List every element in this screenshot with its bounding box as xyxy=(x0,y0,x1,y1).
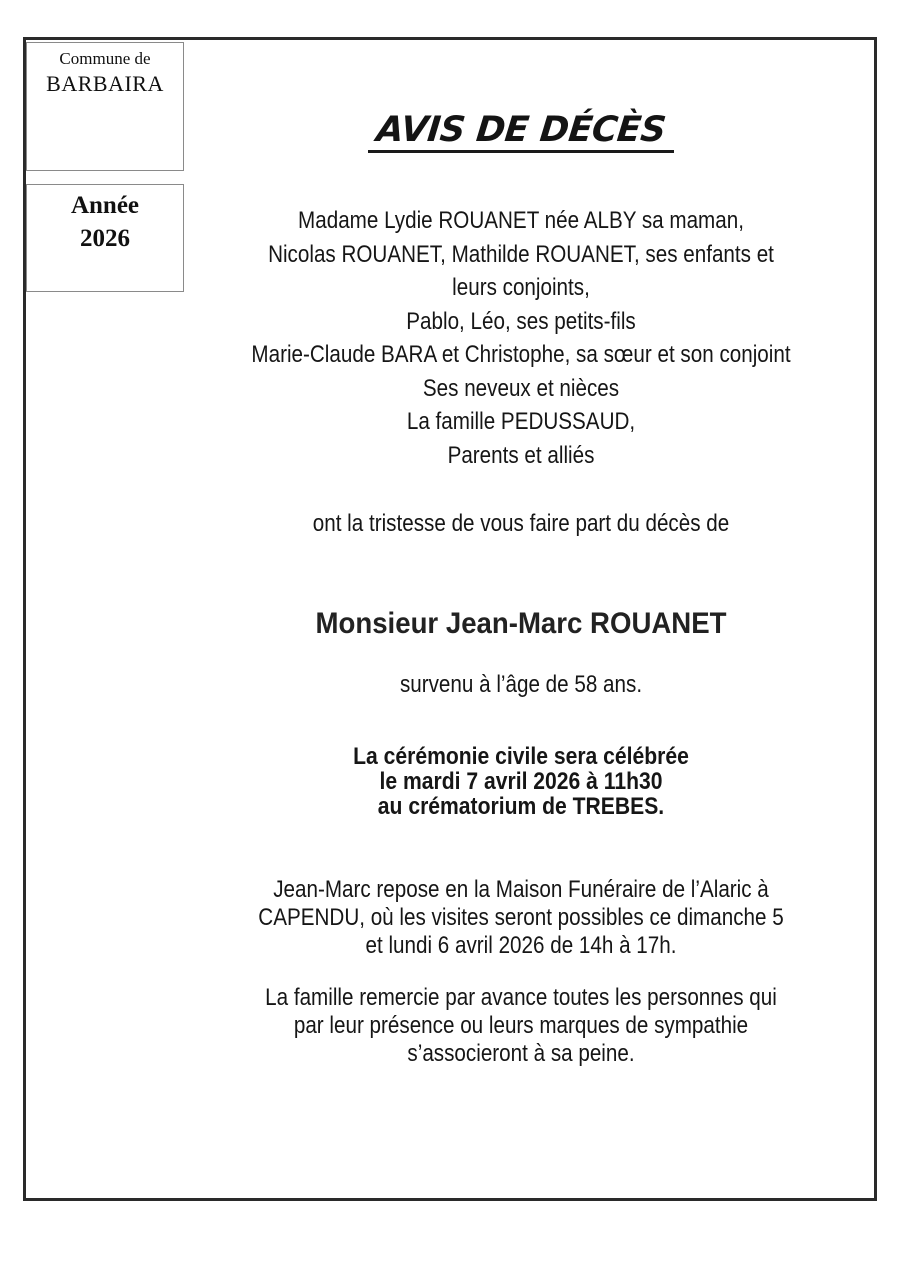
annee-label: Année xyxy=(70,192,140,219)
annee-year: 2026 xyxy=(80,225,130,252)
age-line: survenu à l’âge de 58 ans. xyxy=(399,671,643,698)
age-text xyxy=(176,668,866,702)
title-underline xyxy=(368,150,674,153)
family-list xyxy=(176,204,866,472)
repose-paragraph xyxy=(176,876,866,960)
commune-label: Commune de xyxy=(59,49,151,68)
ceremony-line: au crématorium de TREBES. xyxy=(377,793,665,820)
annee-box xyxy=(26,184,184,292)
ceremony-line: le mardi 7 avril 2026 à 11h30 xyxy=(379,768,663,795)
thanks-paragraph xyxy=(176,984,866,1068)
thanks-line: par leur présence ou leurs marques de sympathie xyxy=(293,1012,749,1039)
repose-line: et lundi 6 avril 2026 de 14h à 17h. xyxy=(365,932,677,959)
deceased-name: Monsieur Jean-Marc ROUANET xyxy=(315,607,727,640)
thanks-line: s’associeront à sa peine. xyxy=(407,1040,635,1067)
family-line: Parents et alliés xyxy=(447,441,595,469)
family-line: La famille PEDUSSAUD, xyxy=(406,408,636,435)
family-line: leurs conjoints, xyxy=(452,274,590,301)
commune-name: BARBAIRA xyxy=(46,71,164,96)
family-line: Nicolas ROUANET, Mathilde ROUANET, ses enfants et xyxy=(268,240,774,268)
ceremony-block xyxy=(176,744,866,819)
repose-line: Jean-Marc repose en la Maison Funéraire de l’Alaric à xyxy=(273,876,769,903)
repose-line: CAPENDU, où les visites seront possibles ce dimanche 5 xyxy=(258,904,784,931)
thanks-line: La famille remercie par avance toutes les personnes qui xyxy=(265,984,777,1011)
ceremony-line: La cérémonie civile sera célébrée xyxy=(353,743,689,770)
family-line: Ses neveux et nièces xyxy=(422,374,620,402)
notice-title: AVIS DE DÉCÈS xyxy=(374,110,668,150)
family-line: Marie-Claude BARA et Christophe, sa sœur et son conjoint xyxy=(251,341,791,368)
intro-text xyxy=(176,508,866,540)
commune-box xyxy=(26,42,184,171)
intro-line: ont la tristesse de vous faire part du décès de xyxy=(312,510,730,537)
family-line: Madame Lydie ROUANET née ALBY sa maman, xyxy=(298,207,744,234)
family-line: Pablo, Léo, ses petits-fils xyxy=(406,307,636,335)
